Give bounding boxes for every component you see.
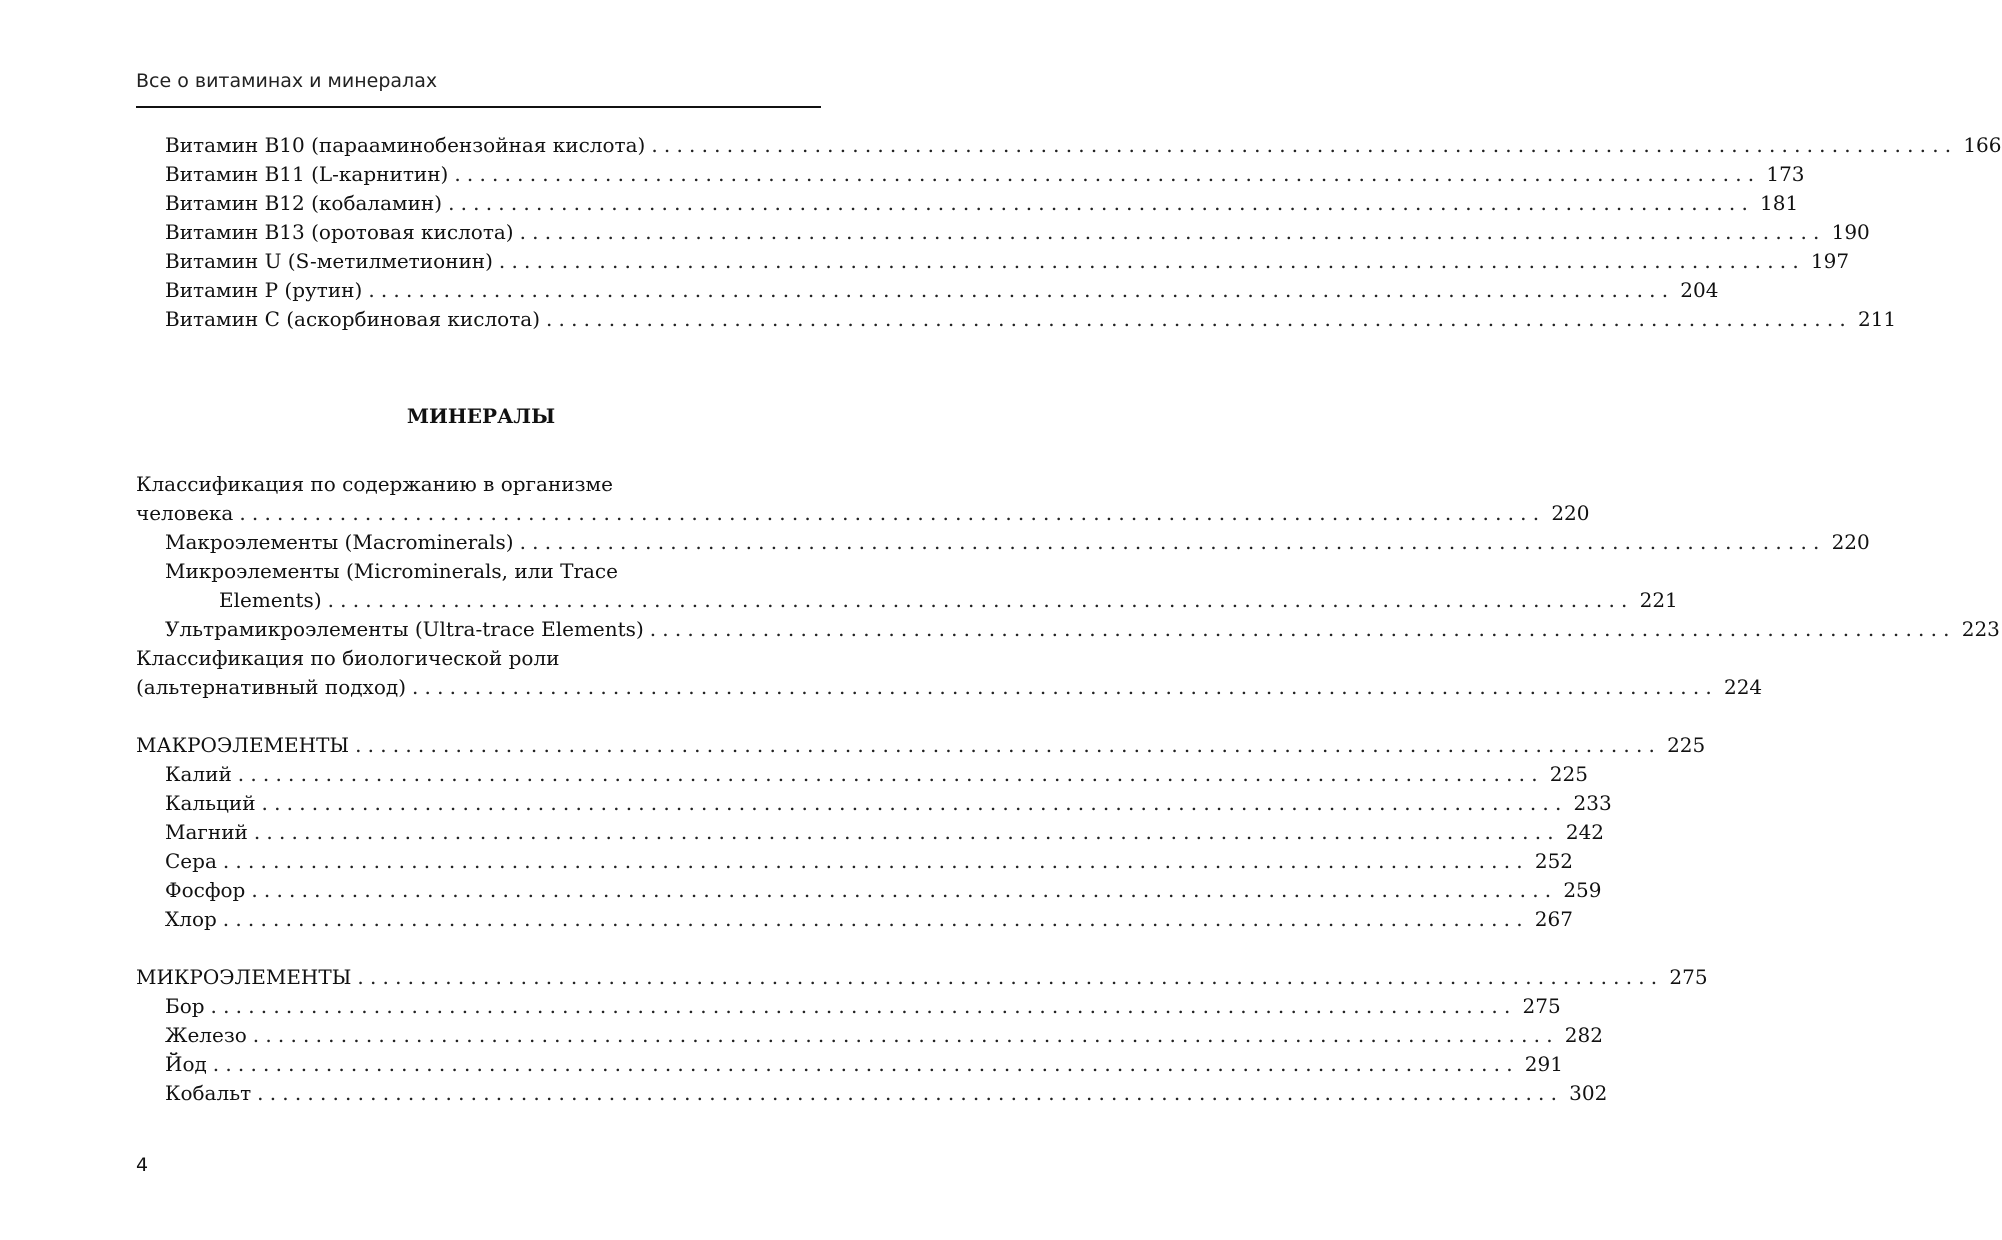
toc-entry[interactable] <box>136 789 1612 818</box>
toc-entry-page: 291 <box>1524 1052 1563 1076</box>
toc-entry-page: 181 <box>1760 191 1799 215</box>
toc-entry-page: 302 <box>1569 1081 1608 1105</box>
toc-entry-title: Хлор <box>165 907 217 931</box>
toc-entry[interactable] <box>136 586 1678 615</box>
dot-leader: ........................................................................................................ <box>222 849 1529 873</box>
dot-leader: ........................................................................................................ <box>253 820 1560 844</box>
toc-entry-page: 225 <box>1549 762 1588 786</box>
dot-leader: ........................................................................................................ <box>651 133 1958 157</box>
toc-entry-page: 190 <box>1831 220 1870 244</box>
toc-entry-page: 223 <box>1961 617 2000 641</box>
toc-entry-title: Ультрамикроэлементы (Ultra-trace Elements) <box>165 617 644 641</box>
toc-entry[interactable] <box>136 276 1719 305</box>
toc-entry-title: Витамин B11 (L-карнитин) <box>165 162 449 186</box>
toc-entry[interactable] <box>136 615 2000 644</box>
toc-entry-page: 224 <box>1723 675 1763 699</box>
toc-entry[interactable] <box>136 305 1897 334</box>
toc-entry-title: МИКРОЭЛЕМЕНТЫ <box>136 965 352 989</box>
toc-entry[interactable] <box>136 1050 1563 1079</box>
toc-entry-page: 242 <box>1565 820 1605 844</box>
toc-entry-first-line[interactable]: Микроэлементы (Microminerals, или Trace <box>165 559 618 583</box>
toc-entry-title: Сера <box>165 849 217 873</box>
toc-entry-title: Витамин B10 (парааминобензойная кислота) <box>165 133 646 157</box>
toc-entry-page: 275 <box>1669 965 1708 989</box>
dot-leader: ........................................................................................................ <box>210 994 1517 1018</box>
toc-entry[interactable] <box>136 992 1561 1021</box>
toc-entry-title: Калий <box>165 762 232 786</box>
toc-entry-title: Витамин P (рутин) <box>165 278 363 302</box>
toc-entry-page: 275 <box>1522 994 1561 1018</box>
toc-entry-page: 197 <box>1810 249 1850 273</box>
dot-leader: ........................................................................................................ <box>327 588 1634 612</box>
toc-entry-page: 173 <box>1766 162 1805 186</box>
toc-entry[interactable] <box>136 847 1574 876</box>
toc-entry-page: 225 <box>1667 733 1706 757</box>
toc-entry[interactable] <box>136 760 1588 789</box>
toc-minerals <box>136 470 2000 1108</box>
spacer <box>136 934 816 963</box>
toc-entry[interactable] <box>136 876 1602 905</box>
toc-entry-title: Витамин B12 (кобаламин) <box>165 191 443 215</box>
toc-entry-page: 282 <box>1564 1023 1603 1047</box>
toc-entry[interactable] <box>136 905 1573 934</box>
toc-entry-title: Фосфор <box>165 878 246 902</box>
dot-leader: ........................................................................................................ <box>368 278 1675 302</box>
toc-entry[interactable] <box>136 673 1763 702</box>
toc-entry-title: (альтернативный подход) <box>136 675 406 699</box>
toc-entry-title: Магний <box>165 820 248 844</box>
dot-leader: ........................................................................................................ <box>412 675 1718 699</box>
toc-entry-page: 220 <box>1551 501 1590 525</box>
toc-entry-page: 166 <box>1963 133 2002 157</box>
toc-entry-page: 220 <box>1831 530 1870 554</box>
dot-leader: ........................................................................................................ <box>239 501 1546 525</box>
toc-entry[interactable] <box>136 818 1605 847</box>
dot-leader: ........................................................................................................ <box>546 307 1852 331</box>
toc-entry-page: 252 <box>1534 849 1574 873</box>
dot-leader: ........................................................................................................ <box>251 878 1558 902</box>
running-title: Все о витаминах и минералах <box>136 70 438 92</box>
toc-entry-macroelements[interactable] <box>136 731 1706 760</box>
toc-entry-page: 204 <box>1680 278 1719 302</box>
toc-entry-first-line[interactable]: Классификация по биологической роли <box>136 646 560 670</box>
toc-entry-title: человека <box>136 501 234 525</box>
dot-leader: ........................................................................................................ <box>212 1052 1519 1076</box>
toc-entry-page: 259 <box>1563 878 1602 902</box>
toc-entry-title: Витамин C (аскорбиновая кислота) <box>165 307 540 331</box>
toc-entry-title: Витамин U (S-метилметионин) <box>165 249 493 273</box>
page-number: 4 <box>136 1154 149 1176</box>
dot-leader: ........................................................................................................ <box>519 530 1826 554</box>
dot-leader: ........................................................................................................ <box>498 249 1805 273</box>
spacer <box>136 702 816 731</box>
dot-leader: ........................................................................................................ <box>261 791 1568 815</box>
dot-leader: ........................................................................................................ <box>649 617 1956 641</box>
dot-leader: ........................................................................................................ <box>257 1081 1564 1105</box>
toc-entry-title: Elements) <box>219 588 322 612</box>
toc-vitamins-continued <box>136 131 2002 334</box>
toc-entry-title: Йод <box>165 1052 207 1076</box>
dot-leader: ........................................................................................................ <box>252 1023 1559 1047</box>
toc-entry-page: 221 <box>1639 588 1678 612</box>
dot-leader: ........................................................................................................ <box>237 762 1544 786</box>
section-heading-minerals: МИНЕРАЛЫ <box>406 404 556 428</box>
dot-leader: ........................................................................................................ <box>355 733 1662 757</box>
toc-entry[interactable] <box>136 1021 1603 1050</box>
toc-entry-title: Кобальт <box>165 1081 252 1105</box>
toc-entry[interactable] <box>136 528 1870 557</box>
dot-leader: ........................................................................................................ <box>519 220 1826 244</box>
toc-entry-title: Макроэлементы (Macrominerals) <box>165 530 514 554</box>
toc-entry-first-line[interactable]: Классификация по содержанию в организме <box>136 472 613 496</box>
toc-entry[interactable] <box>136 160 1805 189</box>
toc-entry-page: 233 <box>1573 791 1612 815</box>
toc-entry-title: Витамин B13 (оротовая кислота) <box>165 220 514 244</box>
header-divider <box>136 106 821 108</box>
toc-entry-microelements[interactable] <box>136 963 1708 992</box>
toc-entry-title: Бор <box>165 994 205 1018</box>
toc-entry[interactable] <box>136 499 1590 528</box>
toc-entry[interactable] <box>136 131 2002 160</box>
toc-entry[interactable] <box>136 247 1850 276</box>
dot-leader: ........................................................................................................ <box>448 191 1755 215</box>
toc-entry[interactable] <box>136 189 1799 218</box>
dot-leader: ........................................................................................................ <box>454 162 1761 186</box>
toc-entry[interactable] <box>136 1079 1608 1108</box>
toc-entry-page: 267 <box>1534 907 1573 931</box>
toc-entry-title: Кальций <box>165 791 256 815</box>
dot-leader: ........................................................................................................ <box>222 907 1529 931</box>
dot-leader: ........................................................................................................ <box>357 965 1664 989</box>
toc-entry-title: Железо <box>165 1023 247 1047</box>
toc-entry[interactable] <box>136 218 1870 247</box>
toc-entry-title: МАКРОЭЛЕМЕНТЫ <box>136 733 350 757</box>
toc-entry-page: 211 <box>1857 307 1897 331</box>
